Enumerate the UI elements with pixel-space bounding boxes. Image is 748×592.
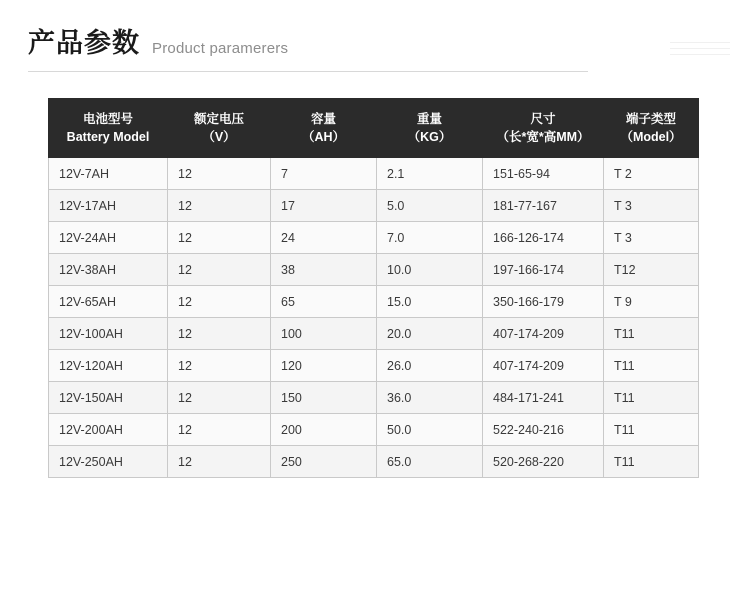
cell-capacity: 7 [271, 158, 377, 190]
cell-voltage: 12 [168, 158, 271, 190]
spec-table [48, 98, 699, 478]
table-row [49, 414, 699, 446]
column-header-weight [377, 99, 483, 158]
column-header-size-line2: （长*宽*高MM） [496, 130, 590, 145]
table-row [49, 222, 699, 254]
table-row [49, 286, 699, 318]
cell-weight: 2.1 [377, 158, 483, 190]
column-header-model [49, 99, 168, 158]
cell-model: 12V-250AH [49, 446, 168, 478]
cell-capacity: 200 [271, 414, 377, 446]
column-header-capacity [271, 99, 377, 158]
cell-model: 12V-150AH [49, 382, 168, 414]
cell-weight: 36.0 [377, 382, 483, 414]
cell-model: 12V-65AH [49, 286, 168, 318]
cell-weight: 7.0 [377, 222, 483, 254]
cell-size: 350-166-179 [483, 286, 604, 318]
column-header-model-line2: Battery Model [66, 130, 150, 145]
cell-size: 197-166-174 [483, 254, 604, 286]
cell-model: 12V-7AH [49, 158, 168, 190]
cell-size: 407-174-209 [483, 350, 604, 382]
cell-voltage: 12 [168, 286, 271, 318]
cell-size: 151-65-94 [483, 158, 604, 190]
cell-weight: 10.0 [377, 254, 483, 286]
cell-weight: 15.0 [377, 286, 483, 318]
cell-terminal: T11 [604, 414, 699, 446]
cell-voltage: 12 [168, 350, 271, 382]
cell-weight: 65.0 [377, 446, 483, 478]
column-header-terminal-line2: （Model） [620, 130, 682, 145]
cell-terminal: T12 [604, 254, 699, 286]
cell-voltage: 12 [168, 446, 271, 478]
cell-capacity: 150 [271, 382, 377, 414]
cell-weight: 50.0 [377, 414, 483, 446]
cell-terminal: T11 [604, 350, 699, 382]
spec-table-wrap [48, 98, 698, 478]
column-header-terminal [604, 99, 699, 158]
cell-voltage: 12 [168, 382, 271, 414]
cell-capacity: 24 [271, 222, 377, 254]
cell-model: 12V-17AH [49, 190, 168, 222]
cell-weight: 20.0 [377, 318, 483, 350]
cell-size: 407-174-209 [483, 318, 604, 350]
cell-terminal: T11 [604, 318, 699, 350]
cell-terminal: T 3 [604, 222, 699, 254]
cell-voltage: 12 [168, 414, 271, 446]
table-header-row [49, 99, 699, 158]
table-row [49, 254, 699, 286]
cell-capacity: 38 [271, 254, 377, 286]
cell-size: 522-240-216 [483, 414, 604, 446]
cell-terminal: T 2 [604, 158, 699, 190]
cell-capacity: 250 [271, 446, 377, 478]
cell-terminal: T 9 [604, 286, 699, 318]
cell-terminal: T11 [604, 446, 699, 478]
header-divider [28, 71, 588, 72]
table-row [49, 158, 699, 190]
cell-capacity: 100 [271, 318, 377, 350]
column-header-size-line1: 尺寸 [530, 112, 556, 126]
cell-terminal: T 3 [604, 190, 699, 222]
cell-size: 166-126-174 [483, 222, 604, 254]
cell-model: 12V-200AH [49, 414, 168, 446]
cell-size: 484-171-241 [483, 382, 604, 414]
cell-capacity: 17 [271, 190, 377, 222]
cell-size: 520-268-220 [483, 446, 604, 478]
column-header-size [483, 99, 604, 158]
cell-model: 12V-120AH [49, 350, 168, 382]
cell-voltage: 12 [168, 222, 271, 254]
cell-size: 181-77-167 [483, 190, 604, 222]
table-row [49, 382, 699, 414]
table-row [49, 446, 699, 478]
column-header-weight-line1: 重量 [416, 112, 442, 126]
table-row [49, 190, 699, 222]
column-header-voltage-line2: （V） [202, 130, 236, 145]
cell-voltage: 12 [168, 318, 271, 350]
cell-capacity: 120 [271, 350, 377, 382]
page-subtitle: Product paramerers [152, 40, 289, 57]
cell-weight: 5.0 [377, 190, 483, 222]
cell-voltage: 12 [168, 254, 271, 286]
column-header-model-line1: 电池型号 [82, 112, 133, 126]
column-header-capacity-line2: （AH） [301, 130, 346, 145]
cell-voltage: 12 [168, 190, 271, 222]
spec-table-head [49, 99, 699, 158]
column-header-voltage-line1: 额定电压 [193, 112, 244, 126]
page-header [0, 0, 748, 57]
spec-table-body [49, 158, 699, 478]
column-header-terminal-line1: 端子类型 [625, 112, 676, 126]
cell-model: 12V-38AH [49, 254, 168, 286]
cell-capacity: 65 [271, 286, 377, 318]
column-header-weight-line2: （KG） [407, 130, 452, 145]
cell-terminal: T11 [604, 382, 699, 414]
column-header-capacity-line1: 容量 [310, 112, 336, 126]
page-title: 产品参数 [28, 28, 140, 58]
column-header-voltage [168, 99, 271, 158]
table-row [49, 350, 699, 382]
table-row [49, 318, 699, 350]
cell-model: 12V-100AH [49, 318, 168, 350]
cell-weight: 26.0 [377, 350, 483, 382]
cell-model: 12V-24AH [49, 222, 168, 254]
